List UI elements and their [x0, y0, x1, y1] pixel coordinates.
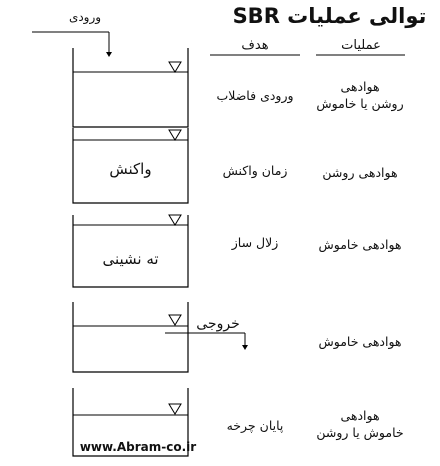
operation-stage-1-line-2: روشن یا خاموش: [316, 96, 404, 111]
operation-stage-5-line-2: خاموش یا روشن: [316, 425, 404, 440]
operation-stage-3: هوادهی خاموش: [318, 237, 402, 252]
water-level-icon: [169, 315, 181, 325]
inflow-arrow-icon: [106, 52, 112, 57]
goal-stage-2: زمان واکنش: [222, 163, 288, 178]
outflow-label: خروجی: [196, 316, 240, 332]
water-level-icon: [169, 404, 181, 414]
goal-stage-5: پایان چرخه: [226, 418, 284, 433]
outflow-arrow-icon: [242, 345, 248, 350]
header-goal: هدف: [241, 38, 269, 53]
header-operations: عملیات: [341, 38, 381, 53]
goal-stage-3: زلال ساز: [231, 235, 279, 250]
water-level-icon: [169, 62, 181, 72]
operation-stage-1-line-1: هوادهی: [340, 79, 380, 94]
diagram-title: توالی عملیات SBR: [232, 4, 427, 28]
tank-4: [73, 302, 188, 372]
water-level-icon: [169, 130, 181, 140]
operation-stage-5-line-1: هوادهی: [340, 408, 380, 423]
website-link[interactable]: www.Abram-co.ir: [79, 440, 197, 454]
tank-3-label: ته نشینی: [102, 250, 159, 268]
operation-stage-2: هوادهی روشن: [322, 165, 398, 180]
goal-stage-1: ورودی فاضلاب: [216, 88, 294, 103]
tank-1: [73, 48, 188, 127]
operation-stage-4: هوادهی خاموش: [318, 334, 402, 349]
inflow-label: ورودی: [68, 10, 102, 24]
tank-2-label: واکنش: [109, 160, 152, 178]
water-level-icon: [169, 215, 181, 225]
